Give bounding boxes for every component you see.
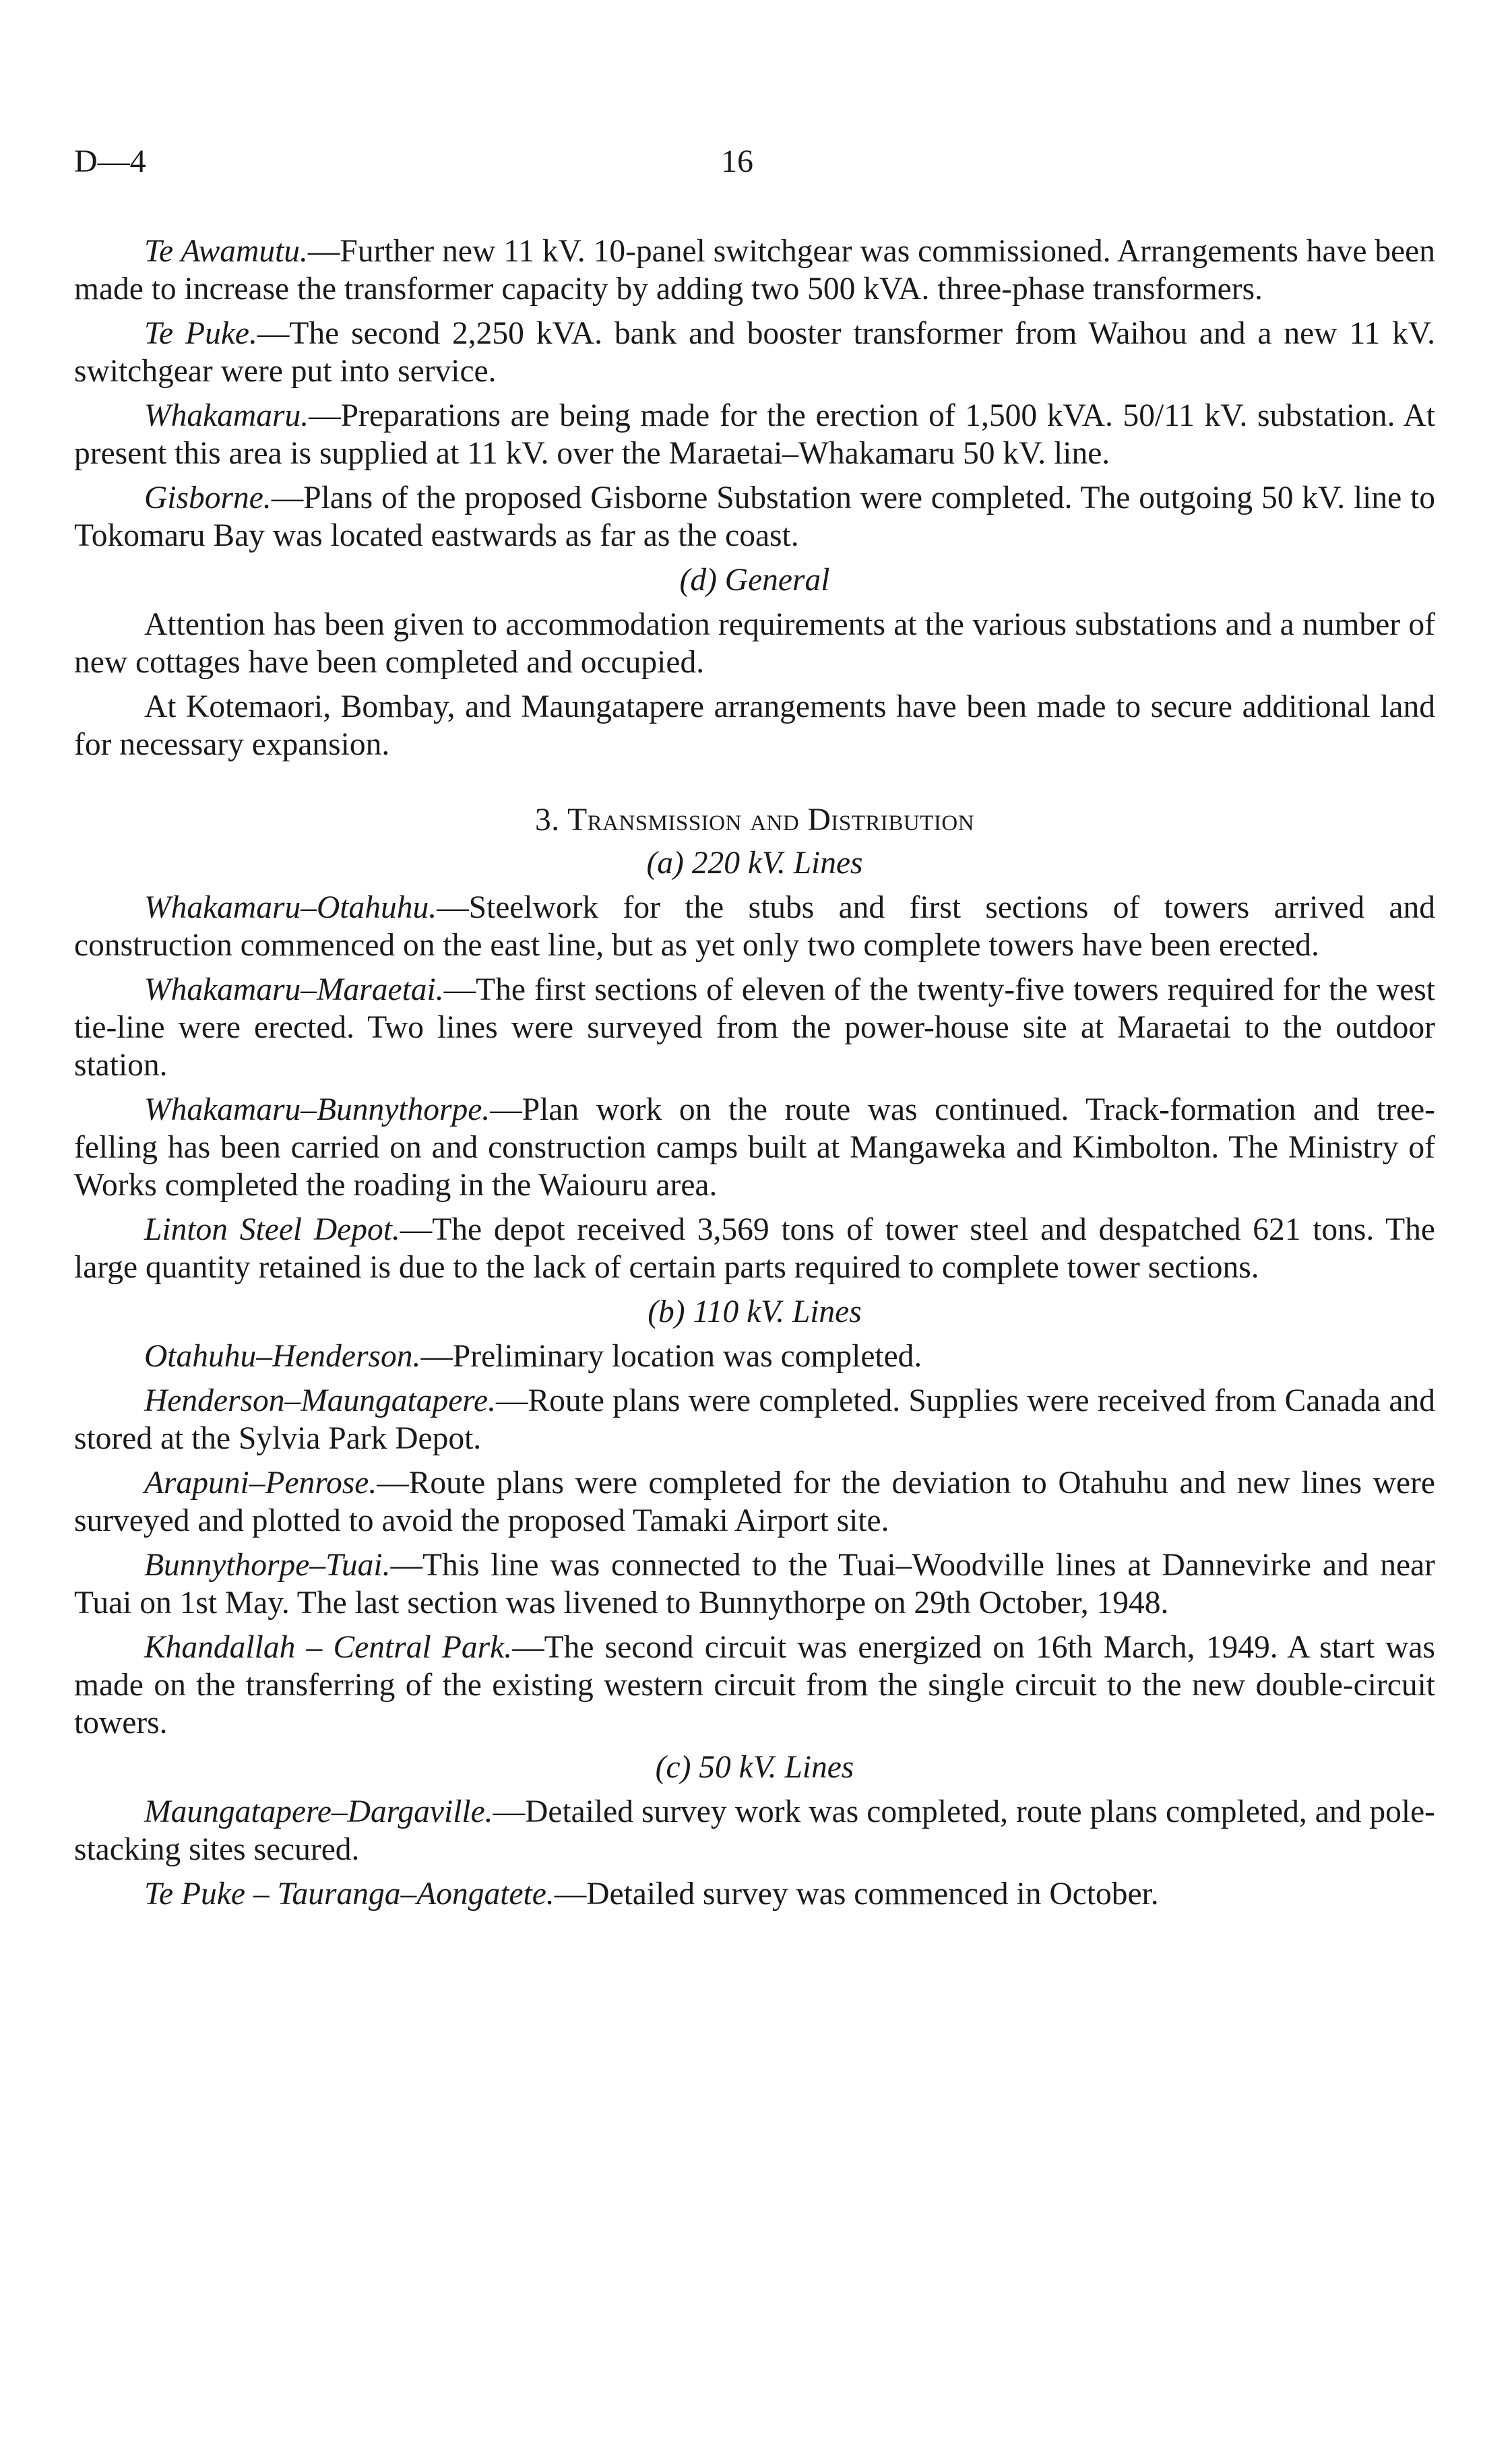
run-in-heading: Whakamaru–Bunnythorpe. [144, 1092, 491, 1127]
paragraph-text: —The first sections of eleven of the twenty-five towers required for the west tie-line were erected. Two lines were surveyed from the power-house site at Maraetai to the outdoor station. [74, 972, 1435, 1083]
paragraph-te-puke-tauranga [74, 1875, 1435, 1913]
paragraph-text: —Detailed survey was commenced in October. [554, 1877, 1159, 1912]
paragraph-whakamaru-bunnythorpe [74, 1091, 1435, 1204]
paragraph-text: —Plans of the proposed Gisborne Substation were completed. The outgoing 50 kV. line to Tokomaru Bay was located eastwards as far as the coast. [74, 480, 1435, 553]
paragraph-otahuhu-henderson [74, 1337, 1435, 1375]
document-code: D—4 [74, 144, 146, 179]
paragraph-whakamaru [74, 397, 1435, 472]
paragraph-khandallah-central-park [74, 1629, 1435, 1742]
paragraph-te-awamutu [74, 232, 1435, 308]
page-body [74, 232, 1435, 1920]
paragraph-te-puke [74, 315, 1435, 390]
paragraph-maungatapere-dargaville [74, 1793, 1435, 1868]
paragraph-arapuni-penrose [74, 1464, 1435, 1540]
paragraph-text: —Preliminary location was completed. [420, 1339, 922, 1374]
section-heading-transmission: 3. Transmission and Distribution [534, 802, 975, 838]
subsection-heading-110kv: (b) 110 kV. Lines [648, 1294, 862, 1329]
run-in-heading: Whakamaru–Maraetai. [144, 972, 444, 1007]
paragraph-text: —The second 2,250 kVA. bank and booster transformer from Waihou and a new 11 kV. switchgear were put into service. [74, 316, 1435, 389]
paragraph-text: —Plan work on the route was continued. Track-formation and tree-felling has been carried on and construction camps built at Mangaweka and Kimbolton. The Ministry of Works completed the roading in the Waiouru area. [74, 1092, 1435, 1203]
paragraph-henderson-maungatapere [74, 1382, 1435, 1457]
paragraph-text: —Route plans were completed. Supplies were received from Canada and stored at the Sylvia Park Depot. [74, 1383, 1435, 1456]
paragraph-text: —The second circuit was energized on 16th March, 1949. A start was made on the transferring of the existing western circuit from the single circuit to the new double-circuit towers. [74, 1630, 1435, 1740]
paragraph-bunnythorpe-tuai [74, 1546, 1435, 1622]
run-in-heading: Otahuhu–Henderson. [144, 1339, 421, 1374]
page-number: 16 [721, 144, 753, 179]
run-in-heading: Te Puke. [144, 316, 257, 351]
paragraph-whakamaru-otahuhu [74, 889, 1435, 964]
run-in-heading: Khandallah – Central Park. [144, 1630, 513, 1665]
paragraph-whakamaru-maraetai [74, 971, 1435, 1084]
paragraph-text: —Further new 11 kV. 10-panel switchgear was commissioned. Arrangements have been made to increase the transformer capacity by adding two 500 kVA. three-phase transformers. [74, 234, 1435, 307]
run-in-heading: Whakamaru. [144, 398, 309, 433]
run-in-heading: Linton Steel Depot. [144, 1212, 400, 1247]
paragraph-gisborne [74, 479, 1435, 555]
paragraph-land: At Kotemaori, Bombay, and Maungatapere arrangements have been made to secure additional land for necessary expansion. [74, 689, 1435, 762]
paragraph-text: —Preparations are being made for the erection of 1,500 kVA. 50/11 kV. substation. At present this area is supplied at 11 kV. over the Maraetai–Whakamaru 50 kV. line. [74, 398, 1435, 471]
section-heading-general: (d) General [679, 563, 830, 598]
run-in-heading: Bunnythorpe–Tuai. [144, 1548, 391, 1583]
paragraph-text: —The depot received 3,569 tons of tower steel and despatched 621 tons. The large quantity retained is due to the lack of certain parts required to complete tower sections. [74, 1212, 1435, 1285]
run-in-heading: Arapuni–Penrose. [144, 1466, 377, 1501]
subsection-heading-50kv: (c) 50 kV. Lines [655, 1750, 854, 1785]
paragraph-text: —This line was connected to the Tuai–Woodville lines at Dannevirke and near Tuai on 1st May. The last section was livened to Bunnythorpe on 29th October, 1948. [74, 1548, 1435, 1620]
paragraph-text: —Steelwork for the stubs and first sections of towers arrived and construction commenced on the east line, but as yet only two complete towers have been erected. [74, 890, 1435, 963]
paragraph-accommodation: Attention has been given to accommodation requirements at the various substations and a number of new cottages have been completed and occupied. [74, 607, 1435, 680]
paragraph-linton-steel-depot [74, 1211, 1435, 1286]
page-header [74, 143, 1438, 190]
paragraph-text: —Detailed survey work was completed, route plans completed, and pole-stacking sites secured. [74, 1794, 1435, 1867]
subsection-heading-220kv: (a) 220 kV. Lines [646, 846, 863, 881]
run-in-heading: Te Awamutu. [144, 234, 308, 269]
run-in-heading: Maungatapere–Dargaville. [144, 1794, 493, 1829]
run-in-heading: Gisborne. [144, 480, 272, 515]
run-in-heading: Whakamaru–Otahuhu. [144, 890, 437, 925]
run-in-heading: Henderson–Maungatapere. [144, 1383, 496, 1418]
run-in-heading: Te Puke – Tauranga–Aongatete. [144, 1877, 555, 1912]
paragraph-text: —Route plans were completed for the deviation to Otahuhu and new lines were surveyed and plotted to avoid the proposed Tamaki Airport site. [74, 1466, 1435, 1538]
